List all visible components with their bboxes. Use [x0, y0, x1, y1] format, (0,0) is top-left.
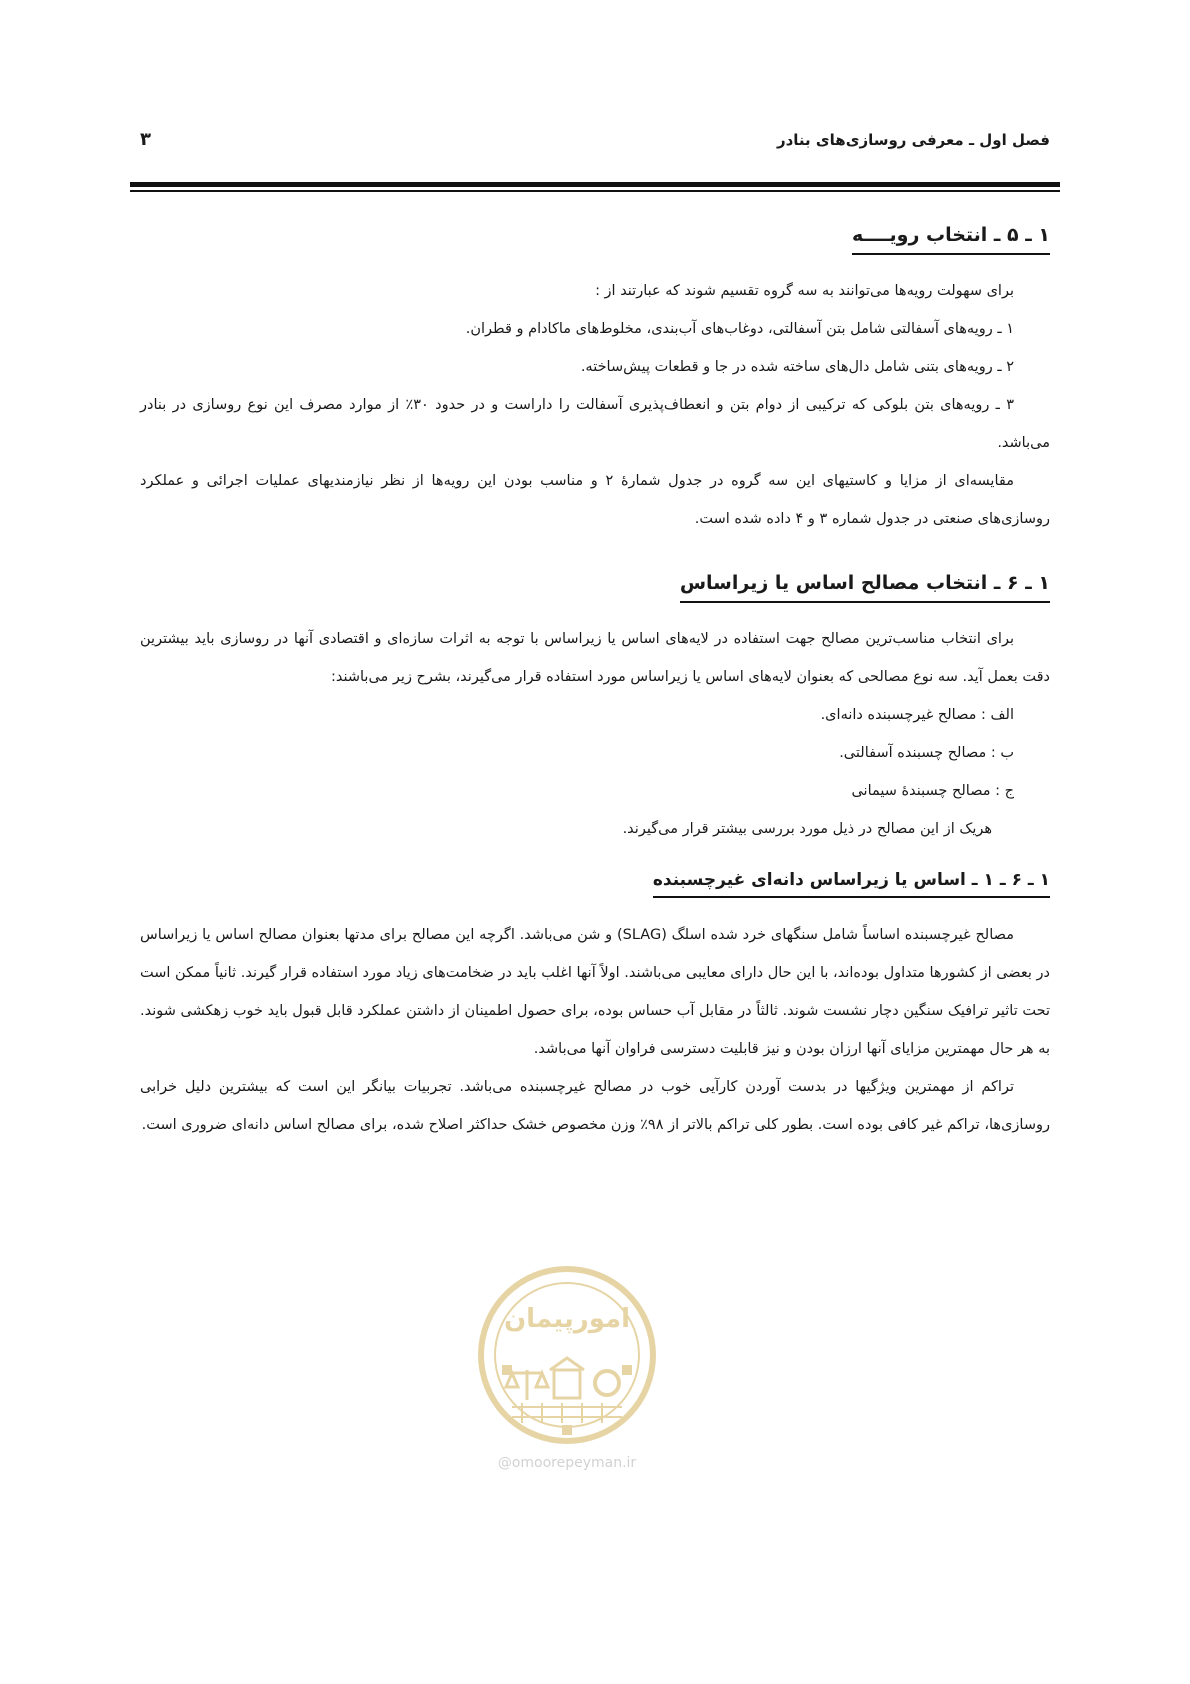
- section-heading-1-5: ۱ ـ ۵ ـ انتخاب رویــــه: [852, 221, 1050, 255]
- watermark-logo: [472, 1255, 662, 1495]
- section-1-5-closing: مقایسه‌ای از مزایا و کاستیهای این سه گروه در جدول شمارهٔ ۲ و مناسب بودن این رویه‌ها از نظر نیازمندیهای عملیات اجرائی و عملکرد روسازی‌های صنعتی در جدول شماره ۳ و ۴ داده شده است.: [140, 473, 1050, 527]
- header-rule-thick: [130, 182, 1060, 187]
- section-1-6-intro: برای انتخاب مناسب‌ترین مصالح جهت استفاده در لایه‌های اساس یا زیراساس با توجه به اثرات سازه‌ای و اقتصادی آنها در روسازی باید بیشترین دقت بعمل آید. سه نوع مصالحی که بعنوان لایه‌های اساس یا زیراساس مورد استفاده قرار می‌گیرند، بشرح زیر می‌باشند:: [140, 631, 1050, 685]
- list-item: ۲ ـ رویه‌های بتنی شامل دال‌های ساخته شده در جا و قطعات پیش‌ساخته.: [580, 359, 1014, 375]
- section-1-6-1-para1: مصالح غیرچسبنده اساساً شامل سنگهای خرد شده اسلگ (SLAG) و شن می‌باشد. اگرچه این مصالح برای مدتها بعنوان مصالح اساس یا زیراساس در بعضی از کشورها متداول بوده‌اند، با این حال دارای معایبی می‌باشند. اولاً آنها اغلب باید در ضخامت‌های زیاد مورد استفاده قرار گیرند. ثانیاً ممکن است تحت تاثیر ترافیک سنگین دچار نشست شوند. ثالثاً در مقابل آب حساس بوده، برای حصول اطمینان از داشتن عملکرد قابل قبول باید خوب زهکشی شوند. به هر حال مهمترین مزایای آنها ارزان بودن و نیز قابلیت دسترسی فراوان آنها می‌باشد.: [140, 927, 1050, 1057]
- page-number: ۳: [140, 129, 151, 150]
- section-heading-1-6-1: ۱ ـ ۶ ـ ۱ ـ اساس یا زیراساس دانه‌ای غیرچسبنده: [653, 867, 1050, 898]
- list-item: ب : مصالح چسبنده آسفالتی.: [839, 745, 1014, 761]
- running-header: [140, 131, 1050, 161]
- list-item: ۳ ـ رویه‌های بتن بلوکی که ترکیبی از دوام بتن و انعطاف‌پذیری آسفالت را داراست و در حدود ۳۰٪ از موارد مصرف این نوع روسازی در بنادر می‌باشد.: [140, 397, 1050, 451]
- header-rule-thin: [130, 190, 1060, 192]
- section-1-6-closing: هریک از این مصالح در ذیل مورد بررسی بیشتر قرار می‌گیرند.: [622, 821, 992, 837]
- section-1-5-intro: برای سهولت رویه‌ها می‌توانند به سه گروه تقسیم شوند که عبارتند از :: [595, 283, 1014, 299]
- section-1-6-1-para2: تراکم از مهمترین ویژگیها در بدست آوردن کارآیی خوب در مصالح غیرچسبنده می‌باشد. تجربیات بیانگر این است که بیشترین دلیل خرابی روسازی‌ها، تراکم غیر کافی بوده است. بطور کلی تراکم بالاتر از ۹۸٪ وزن مخصوص خشک حداکثر اصلاح شده، برای مصالح اساس دانه‌ای ضروری است.: [140, 1079, 1050, 1133]
- page-content: [140, 218, 1050, 1144]
- list-item: ج : مصالح چسبندهٔ سیمانی: [851, 783, 1014, 799]
- section-heading-1-6: ۱ ـ ۶ ـ انتخاب مصالح اساس یا زیراساس: [680, 569, 1050, 603]
- watermark-url: @omoorepeyman.ir: [497, 1455, 637, 1471]
- watermark-logo-text: امورپیمان: [503, 1304, 631, 1334]
- list-item: ۱ ـ رویه‌های آسفالتی شامل بتن آسفالتی، دوغاب‌های آب‌بندی، مخلوط‌های ماکادام و قطران.: [465, 321, 1014, 337]
- watermark-seal-icon: [472, 1255, 662, 1455]
- list-item: الف : مصالح غیرچسبنده دانه‌ای.: [820, 707, 1014, 723]
- chapter-title: فصل اول ـ معرفی روسازی‌های بنادر: [776, 131, 1050, 149]
